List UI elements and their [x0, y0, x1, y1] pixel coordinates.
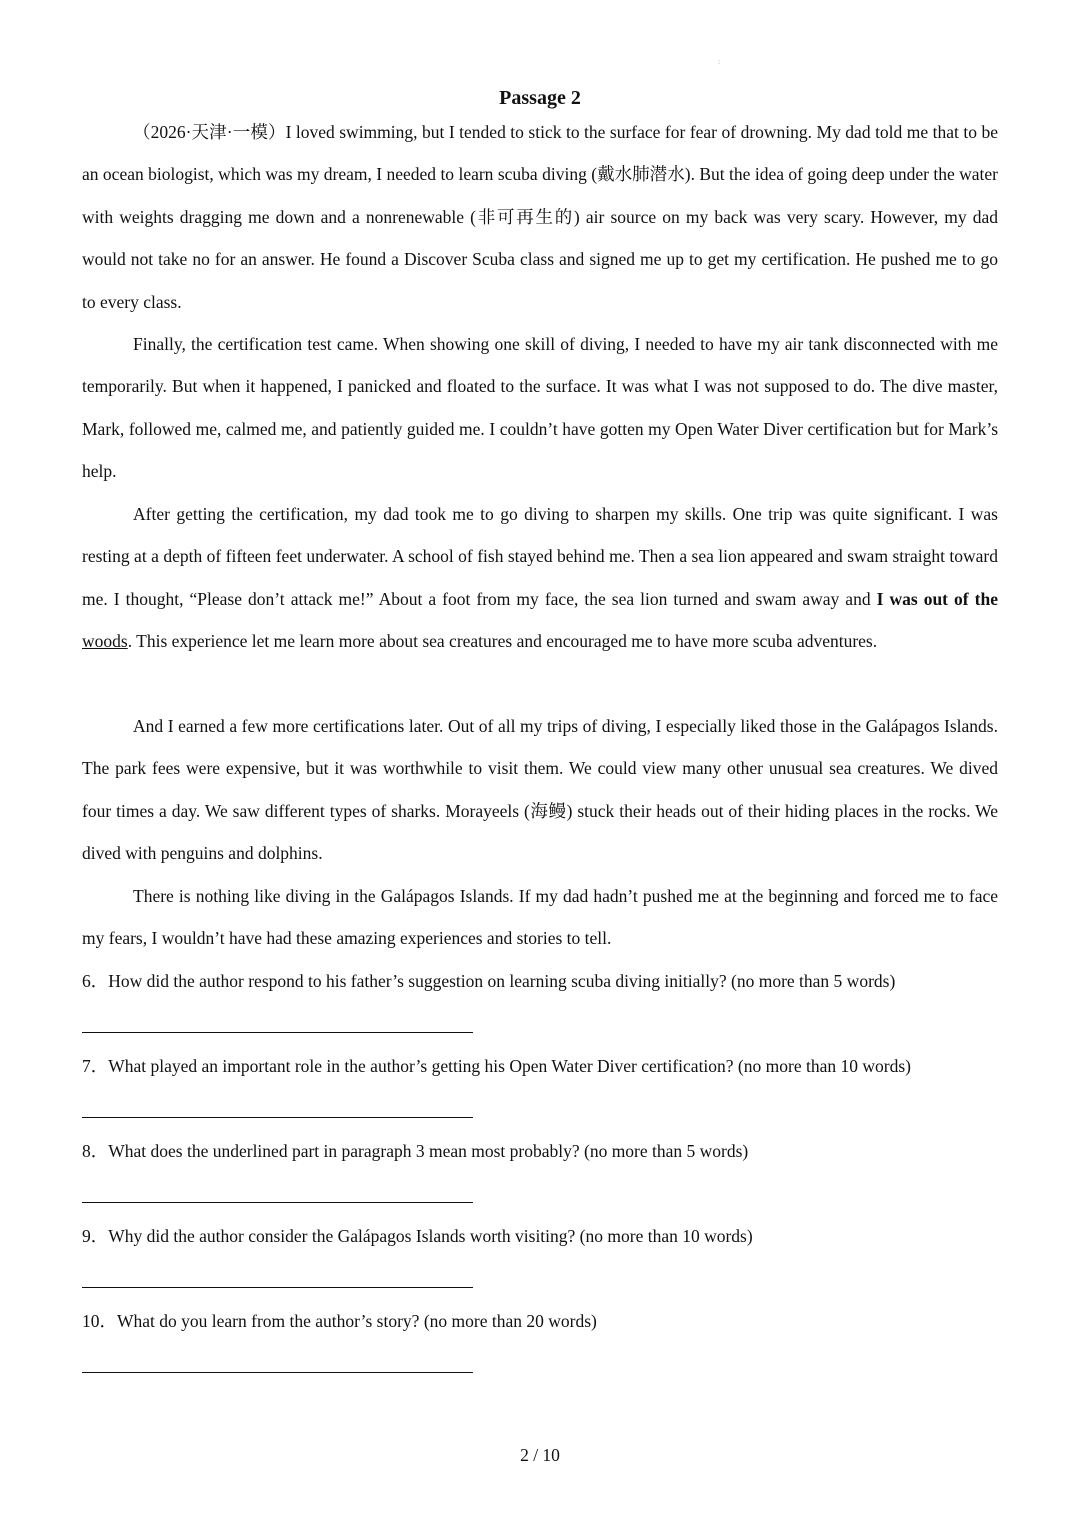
underlined-word: woods — [82, 631, 128, 652]
paragraph-3-text-after: . This experience let me learn more about sea creatures and encouraged me to have more scuba adventures. — [127, 631, 878, 652]
question-number: 10． — [82, 1311, 117, 1331]
bold-phrase: I was out of the — [876, 588, 998, 609]
paragraph-5: There is nothing like diving in the Galápagos Islands. If my dad hadn’t pushed me at the beginning and forced me to face my fears, I wouldn’t have had these amazing experiences and stories to tell. — [82, 886, 998, 949]
question-7 — [82, 1052, 1002, 1080]
question-number: 6． — [82, 971, 109, 991]
question-6 — [82, 967, 1002, 995]
paragraph-3 — [82, 493, 998, 663]
paragraph-3-text-before: After getting the certification, my dad took me to go diving to sharpen my skills. One trip was quite significant. I was resting at a depth of fifteen feet underwater. A school of fish stayed behind me. Then a sea lion appeared and swam straight toward me. I thought, “Please don’t attack me!” About a foot from my face, the sea lion turned and swam away and — [82, 504, 998, 609]
passage-title: Passage 2 — [499, 87, 581, 109]
paragraph-2: Finally, the certification test came. When showing one skill of diving, I needed to have my air tank disconnected with me temporarily. But when it happened, I panicked and floated to the surface. It was what I was not supposed to do. The dive master, Mark, followed me, calmed me, and patiently guided me. I couldn’t have gotten my Open Water Diver certification but for Mark’s help. — [82, 334, 998, 482]
paragraph-4: And I earned a few more certifications later. Out of all my trips of diving, I especially liked those in the Galápagos Islands. The park fees were expensive, but it was worthwhile to visit them. We could view many other unusual sea creatures. We dived four times a day. We saw different types of sharks. Morayeels (海鳗) stuck their heads out of their hiding places in the rocks. We dived with penguins and dolphins. — [82, 716, 998, 864]
question-text: What played an important role in the author’s getting his Open Water Diver certification? (no more than 10 words) — [108, 1056, 911, 1076]
answer-line-7[interactable] — [82, 1117, 473, 1118]
answer-line-8[interactable] — [82, 1202, 473, 1203]
question-text: What do you learn from the author’s story? (no more than 20 words) — [117, 1311, 597, 1331]
answer-line-9[interactable] — [82, 1287, 473, 1288]
question-number: 7． — [82, 1056, 109, 1076]
question-text: What does the underlined part in paragraph 3 mean most probably? (no more than 5 words) — [108, 1141, 749, 1161]
question-text: How did the author respond to his father’s suggestion on learning scuba diving initially? (no more than 5 words) — [108, 971, 896, 991]
page-corner-mark: : — [718, 58, 720, 66]
answer-line-10[interactable] — [82, 1372, 473, 1373]
page-number: 2 / 10 — [520, 1445, 560, 1465]
answer-line-6[interactable] — [82, 1032, 473, 1033]
question-number: 9． — [82, 1226, 109, 1246]
question-8 — [82, 1137, 1002, 1165]
question-10 — [82, 1307, 1002, 1335]
question-number: 8． — [82, 1141, 109, 1161]
paragraph-1: （2026·天津·一模）I loved swimming, but I tended to stick to the surface for fear of drowning. My dad told me that to be an ocean biologist, which was my dream, I needed to learn scuba diving (戴水肺潜水). But the idea of going deep under the water with weights dragging me down and a nonrenewable (非可再生的) air source on my back was very scary. However, my dad would not take no for an answer. He found a Discover Scuba class and signed me up to get my certification. He pushed me to go to every class. — [82, 122, 998, 312]
question-9 — [82, 1222, 1002, 1250]
question-text: Why did the author consider the Galápagos Islands worth visiting? (no more than 10 words) — [108, 1226, 753, 1246]
